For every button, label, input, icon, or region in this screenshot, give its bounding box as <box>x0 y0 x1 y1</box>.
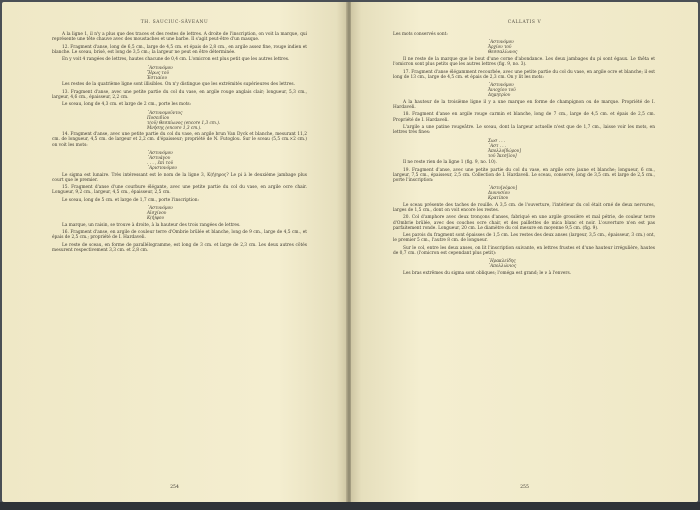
inscription-line: ᾿Απολλώνιος <box>488 263 517 269</box>
right-running-header: CALLATIS V <box>507 20 542 25</box>
paragraph: Il ne reste de la marque que le bout d'une corne d'abondance. Les deux jambages du pi sont égaux. Le thêta et l'omicron sont plus petits que les autres lettres (fig. 9, no. 3). <box>393 57 655 68</box>
inscription-line: Σωσ . . . <box>488 137 506 143</box>
left-page <box>2 2 347 502</box>
paragraph: 20. Col d'amphore avec deux tronçons d'anses, fabriqué en une argile grossière et mal pétrie, de couleur terre d'Ombrie brûlée, avec des couches ocre chair, et des paillettes de mica blanc et noir. L'ouverture n'en est pas parfaitement ronde. Longueur, 20 cm. Le diamètre du col mesure en moyenne 9,5 cm. (fig. 9). <box>393 215 655 231</box>
inscription-block <box>393 82 655 97</box>
inscription-block <box>52 150 307 170</box>
inscription-line: Ἀρχίου τοῦ <box>488 44 512 50</box>
inscription-line: Μνήσης (encore 1,3 cm.). <box>147 124 202 130</box>
inscription-block <box>52 110 307 130</box>
paragraph: Le sceau présente des taches de rouille. A 3,5 cm. de l'ouverture, l'intérieur du col était orné de deux nervures, larges de 1,5 cm., dont on voit encore les restes. <box>393 202 655 213</box>
inscription-block <box>52 205 307 220</box>
paragraph: Le sceau, long de 5 cm. et large de 1,7 cm., porte l'inscription: <box>62 197 199 203</box>
inscription-line: Κρατίπου <box>488 195 509 201</box>
inscription-line: ᾿Ηρακλείδης <box>488 258 516 264</box>
paragraph: A la ligne 1, il n'y a plus que des traces et des restes de lettres. A droite de l'inscription, on voit la marque, qui représente une tête chauve avec des moustaches et une barbe. Il s'agit peut-être d'un masque. <box>52 32 307 43</box>
inscription-line: τοῦ Ἱκεσ[ίου] <box>488 152 517 158</box>
inscription-block <box>393 39 655 54</box>
paragraph: Le sceau, long de 4,3 cm. et large de 2 cm., porte les mots: <box>62 102 192 108</box>
paragraph: 13. Fragment d'anse, avec une petite partie du col du vase, en argile rouge anglais clair; longueur, 5,3 cm., largeur, 4,6 cm., épaisseur, 2,2 cm. <box>52 89 307 100</box>
paragraph: Le reste de sceau, en forme de parallélogramme, est long de 3 cm. et large de 2,3 cm. Les deux autres côtés mesurent respectivement 3,3 cm. et 2,8 cm. <box>52 242 307 254</box>
paragraph: En y voit 4 rangées de lettres, hautes chacune de 0,4 cm. L'omicron est plus petit que les autres lettres. <box>62 57 290 63</box>
paragraph: Les mots conservés sont: <box>393 32 448 37</box>
inscription-line: Ἥρως τοῦ <box>147 69 169 75</box>
inscription-line: Δημητρίου <box>488 92 511 98</box>
inscription-line: Διονυσίου <box>488 190 510 196</box>
paragraph: 17. Fragment d'anse élégamment recourbée, avec une petite partie du col du vase, en argile ocre et blanche; il est long de 13 cm., large de 4,5 cm. et épais de 2,3 cm. On y lit les mots: <box>393 69 655 80</box>
right-page-number: 255 <box>520 485 529 490</box>
paragraph: A la hauteur de la troisième ligne il y a une marque en forme de champignon ou de marque. Propriété de I. Hardaveli. <box>393 99 655 110</box>
paragraph: Il ne reste rien de la ligne 1 (fig. 9, no. 10). <box>403 160 497 166</box>
left-text-column <box>52 32 307 256</box>
inscription-line: Ποσειδίου <box>147 114 170 120</box>
inscription-block <box>393 185 655 200</box>
paragraph: 12. Fragment d'anse, long de 6,5 cm., large de 4,5 cm. et épais de 2,8 cm., en argile assez fine, rouge indien et blanche. Le sceau, brisé, est long de 3,5 cm.; la largeur ne peut en être déterminée. <box>52 44 307 55</box>
inscription-line: . . . , ἐπὶ τοῦ <box>147 160 174 166</box>
inscription-line: ᾿Αστυνόμου <box>488 39 514 45</box>
inscription-line: Ἑστιαίου <box>147 74 167 80</box>
paragraph: 18. Fragment d'anse en argile rouge carmin et blanche, long de 7 cm., large de 4,5 cm. et épais de 2,5 cm. Propriété de I. Hardaveli. <box>393 112 655 123</box>
paragraph: Les restes de la quatrième ligne sont illisibles. On n'y distingue que les extrémités supérieures des lettres. <box>62 82 295 88</box>
inscription-line: ᾿Αστυνόμου <box>147 64 173 70</box>
inscription-line: τ(οῦ) Θεσπίωνος (encore 1,3 cm.). <box>147 119 221 125</box>
paragraph: L'argile a une patine rougeâtre. Le sceau, dont la largeur actuelle n'est que de 1,7 cm., laisse voir les mots, en lettres très fines: <box>393 124 655 136</box>
inscription-line: ᾿Αστ . . . <box>488 142 507 148</box>
paragraph: 16. Fragment d'anse, en argile de couleur terre d'Ombrie brûlée et blanche, long de 9 cm., large de 4,5 cm., et épais de 2,5 cm.; propriété de I. Hardaveli. <box>52 230 307 241</box>
inscription-line: ᾿Αστυνόμου <box>488 82 514 88</box>
background-edge <box>0 502 700 510</box>
inscription-line: Θεσσαλίωνος <box>488 49 518 55</box>
inscription-line: Ἀπολλο[δώρου] <box>488 147 521 153</box>
inscription-line: ᾿Αστυνόμου <box>147 205 173 211</box>
paragraph: 15. Fragment d'anse d'une courbure élégante, avec une petite partie du col du vase, en argile ocre chair. Longueur, 9,2 cm., largeur, 4,5 cm., épaisseur, 2,5 cm. <box>52 185 307 196</box>
paragraph: Les parois du fragment sont épaisses de 1,5 cm. Les restes des deux anses (largeur, 3,5 cm., épaisseur, 3 cm.) ont, le premier 5 cm., l'autre 8 cm. de longueur. <box>393 233 655 244</box>
left-running-header: TH. SAUCIUC-SĂVEANU <box>140 20 209 25</box>
paragraph: 19. Fragment d'anse, avec une petite partie du col du vase, en argile ocre jaune et blanche; longueur, 6 cm., largeur, 7,5 cm., épaisseur, 2,5 cm. Collection de I. Hardaveli. Le sceau, conservé, long de 3,5 cm. et large de 2,5 cm., porte l'inscription: <box>393 167 655 183</box>
inscription-line: Κ(ή)φου <box>147 215 164 221</box>
paragraph: Le sigma est lunaire. Très intéressant est le nom de la ligne 3, Κ(ή)ηρος? Le pi à le deuxième jambage plus court que le premier. <box>52 172 307 183</box>
left-page-number: 254 <box>170 485 179 490</box>
inscription-line: ᾿Αστυ[νόμου] <box>488 185 517 191</box>
right-page <box>351 2 698 502</box>
inscription-line: Αἰσχίνου <box>147 210 167 216</box>
inscription-block <box>52 65 307 80</box>
inscription-block <box>393 258 655 268</box>
inscription-block <box>393 138 655 158</box>
inscription-line: ᾿Αστυάγου <box>147 155 171 161</box>
paragraph: Sur le col, entre les deux anses, on lit l'inscription suivante, en lettres frustes et d'une hauteur irrégulière, hautes de 0,7 cm. (l'omicron est cependant plus petit): <box>393 245 655 256</box>
paragraph: 14. Fragment d'anse, avec une petite partie du col du vase, en argile brun Van Dyck et blanche, mesurant 11,2 cm. de longueur, 4,5 cm. de largeur et 2,2 cm. d'épaisseur; propriété de N. Futoglou. Sur le sceau (5,5 cm.×2 cm.) on voit les mots: <box>52 132 307 148</box>
paragraph: La marque, un raisin, se trouve à droite, à la hauteur des trois rangées de lettres. <box>62 222 241 228</box>
paragraph: Les bras extrêmes du sigma sont obliques; l'oméga est grand; le ν à l'envers. <box>403 270 572 276</box>
inscription-line: ᾿Αστυνόμου <box>147 150 173 156</box>
inscription-line: Ἀνιοχίου τοῦ <box>488 87 516 93</box>
inscription-line: ᾿Αριστονόμου <box>147 165 177 171</box>
right-text-column <box>393 32 655 278</box>
inscription-line: ᾿Αστυνομοῦντος <box>147 109 183 115</box>
